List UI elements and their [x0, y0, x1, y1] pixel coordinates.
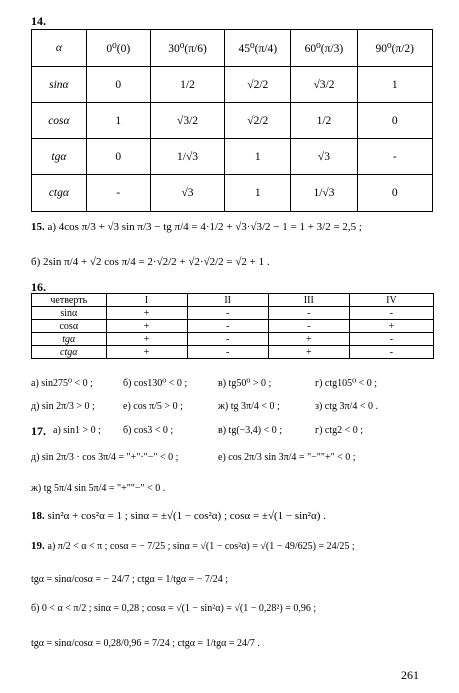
- table-cell: √3/2: [150, 103, 224, 139]
- table-cell: +: [106, 320, 187, 333]
- answer-16a: а) sin275⁰ < 0 ;: [31, 378, 93, 389]
- table-row: [32, 307, 434, 320]
- table-cell: 1: [357, 67, 432, 103]
- table-row: [32, 175, 433, 212]
- table-cell: 1/√3: [150, 139, 224, 175]
- header-col-90: 90⁰(π/2): [357, 30, 432, 67]
- problem-18: [31, 510, 326, 522]
- row-label-ctg: ctgα: [32, 175, 87, 212]
- row-label-cos: cosα: [32, 320, 107, 333]
- table-cell: -: [349, 346, 433, 359]
- table-cell: -: [187, 346, 268, 359]
- answer-16b: б) cos130⁰ < 0 ;: [123, 378, 188, 389]
- table-cell: +: [106, 307, 187, 320]
- header-q1: I: [106, 294, 187, 307]
- table-cell: 1/√3: [291, 175, 357, 212]
- table-cell: 0: [86, 139, 150, 175]
- table-cell: +: [268, 333, 349, 346]
- table-cell: +: [106, 346, 187, 359]
- table-cell: 0: [357, 175, 432, 212]
- table-cell: -: [349, 333, 433, 346]
- table-header-row: [32, 294, 434, 307]
- table-row: [32, 103, 433, 139]
- table-cell: -: [357, 139, 432, 175]
- table-cell: -: [187, 333, 268, 346]
- table-cell: +: [349, 320, 433, 333]
- quadrant-signs-table: [31, 293, 434, 359]
- problem-19-b1: б) 0 < α < π/2 ; sinα = 0,28 ; cosα = √(1 − sin²α) = √(1 − 0,28²) = 0,96 ;: [31, 603, 317, 614]
- problem-15-a: [31, 221, 362, 233]
- problem-17-number: 17.: [31, 424, 46, 438]
- answer-17b: б) cos3 < 0 ;: [123, 425, 174, 436]
- answer-17g: г) ctg2 < 0 ;: [315, 425, 364, 436]
- answer-17v: в) tg(−3,4) < 0 ;: [218, 425, 283, 436]
- table-cell: 0: [86, 67, 150, 103]
- table-row: [32, 333, 434, 346]
- row-label-ctg: ctgα: [32, 346, 107, 359]
- table-cell: √2/2: [225, 67, 291, 103]
- row-label-sin: sinα: [32, 67, 87, 103]
- answer-17e: е) cos 2π/3 sin 3π/4 = "−""+" < 0 ;: [218, 452, 356, 463]
- header-quarter: четверть: [32, 294, 107, 307]
- table-cell: √3/2: [291, 67, 357, 103]
- header-q4: IV: [349, 294, 433, 307]
- row-label-cos: cosα: [32, 103, 87, 139]
- problem-19-a1: [31, 540, 355, 552]
- problem-18-text: sin²α + cos²α = 1 ; sinα = ±√(1 − cos²α) ; cosα = ±√(1 − sin²α) .: [47, 510, 326, 522]
- answer-17d: д) sin 2π/3 · cos 3π/4 = "+"·"−" < 0 ;: [31, 452, 179, 463]
- answer-16z: з) ctg 3π/4 < 0 .: [315, 401, 378, 412]
- table-cell: 1: [225, 139, 291, 175]
- row-label-sin: sinα: [32, 307, 107, 320]
- problem-16-number: 16.: [31, 280, 46, 294]
- table-cell: +: [268, 346, 349, 359]
- table-cell: 1/2: [291, 103, 357, 139]
- answer-17zh: ж) tg 5π/4 sin 5π/4 = "+""−" < 0 .: [31, 483, 166, 494]
- problem-19-b2: tgα = sinα/cosα = 0,28/0,96 = 7/24 ; ctgα = 1/tgα = 24/7 .: [31, 638, 260, 649]
- table-cell: √3: [150, 175, 224, 212]
- table-row: [32, 346, 434, 359]
- answer-16zh: ж) tg 3π/4 < 0 ;: [218, 401, 280, 412]
- problem-15-b: б) 2sin π/4 + √2 cos π/4 = 2·√2/2 + √2·√2/2 = √2 + 1 .: [31, 256, 270, 268]
- answer-16v: в) tg50⁰ > 0 ;: [218, 378, 272, 389]
- header-col-45: 45⁰(π/4): [225, 30, 291, 67]
- header-col-60: 60⁰(π/3): [291, 30, 357, 67]
- table-row: [32, 67, 433, 103]
- table-cell: √2/2: [225, 103, 291, 139]
- table-cell: √3: [291, 139, 357, 175]
- table-cell: 1: [225, 175, 291, 212]
- table-cell: 0: [357, 103, 432, 139]
- trig-values-table: [31, 29, 433, 212]
- answer-17a: а) sin1 > 0 ;: [53, 425, 101, 436]
- problem-18-number: 18.: [31, 510, 45, 522]
- answer-16e: е) cos π/5 > 0 ;: [123, 401, 183, 412]
- table-cell: -: [187, 320, 268, 333]
- table-cell: -: [86, 175, 150, 212]
- problem-19-a1-text: а) π/2 < α < π ; cosα = − 7/25 ; sinα = √(1 − cos²α) = √(1 − 49/625) = 24/25 ;: [47, 541, 355, 552]
- problem-14-number: 14.: [31, 14, 46, 28]
- header-col-0: 0⁰(0): [86, 30, 150, 67]
- problem-15-number: 15.: [31, 221, 45, 233]
- header-alpha: α: [32, 30, 87, 67]
- row-label-tg: tgα: [32, 139, 87, 175]
- answer-16g: г) ctg105⁰ < 0 ;: [315, 378, 378, 389]
- table-cell: +: [106, 333, 187, 346]
- row-label-tg: tgα: [32, 333, 107, 346]
- table-cell: 1/2: [150, 67, 224, 103]
- table-header-row: [32, 30, 433, 67]
- table-cell: -: [349, 307, 433, 320]
- problem-19-a2: tgα = sinα/cosα = − 24/7 ; ctgα = 1/tgα = − 7/24 ;: [31, 574, 228, 585]
- answer-16d: д) sin 2π/3 > 0 ;: [31, 401, 95, 412]
- table-cell: 1: [86, 103, 150, 139]
- table-cell: -: [187, 307, 268, 320]
- header-col-30: 30⁰(π/6): [150, 30, 224, 67]
- table-cell: -: [268, 320, 349, 333]
- table-cell: -: [268, 307, 349, 320]
- table-row: [32, 139, 433, 175]
- problem-15-a-text: а) 4cos π/3 + √3 sin π/3 − tg π/4 = 4·1/2 + √3·√3/2 − 1 = 1 + 3/2 = 2,5 ;: [47, 221, 362, 233]
- header-q3: III: [268, 294, 349, 307]
- problem-19-number: 19.: [31, 540, 45, 552]
- page-number: 261: [401, 668, 419, 682]
- header-q2: II: [187, 294, 268, 307]
- table-row: [32, 320, 434, 333]
